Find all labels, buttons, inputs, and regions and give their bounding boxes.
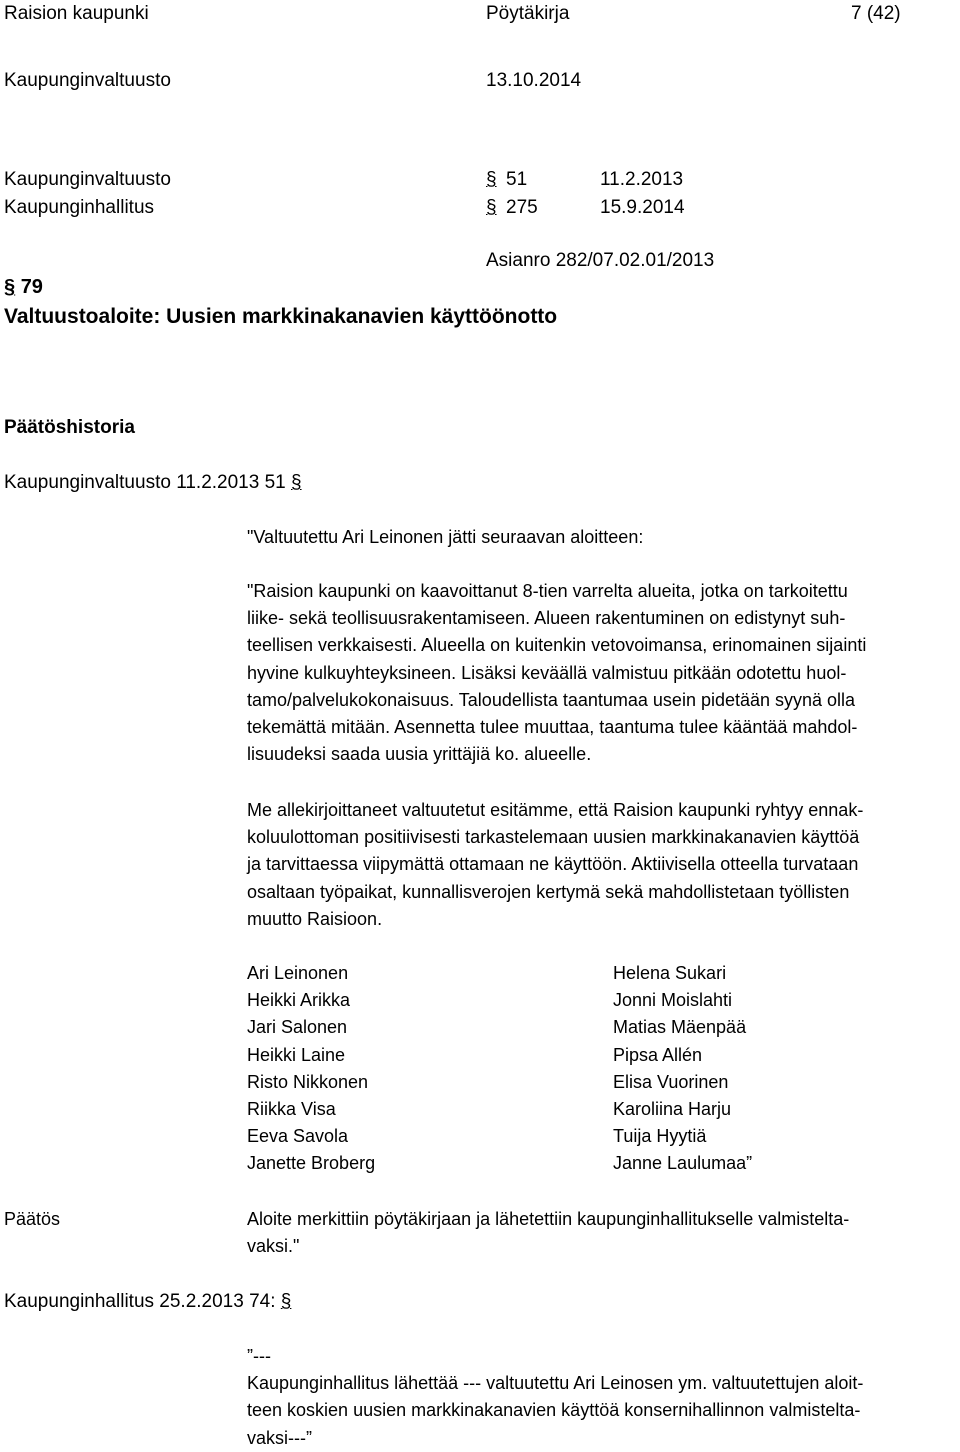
paragraph-line: ja tarvittaessa viipymättä ottamaan ne käyttöön. Aktiivisella otteella turvataan bbox=[247, 854, 859, 875]
paragraph-line: Kaupunginhallitus lähettää --- valtuutettu Ari Leinosen ym. valtuutettujen aloit- bbox=[247, 1373, 864, 1394]
signers-right bbox=[613, 960, 752, 1178]
history-date: 11.2.2013 bbox=[600, 169, 684, 190]
paragraph-line: Me allekirjoittaneet valtuutetut esitämme, että Raision kaupunki ryhtyy ennak- bbox=[247, 800, 864, 820]
paragraph-line: tamo/palvelukokonaisuus. Taloudellista taantumaa usein pidetään syynä olla bbox=[247, 689, 856, 710]
signer-name: Ari Leinonen bbox=[247, 963, 349, 983]
entry2-text bbox=[247, 1343, 955, 1452]
decision-text bbox=[247, 1206, 955, 1260]
paragraph-line: ”--- bbox=[247, 1346, 271, 1366]
signer-name: Heikki Arikka bbox=[247, 990, 351, 1011]
signer-name: Riikka Visa bbox=[247, 1099, 336, 1120]
history-body: Kaupunginvaltuusto bbox=[4, 169, 171, 190]
decision-label: Päätös bbox=[4, 1209, 61, 1229]
paragraph-line: koluulottoman positiivisesti tarkastelemaan uusien markkinakanavien käyttöä bbox=[247, 827, 860, 848]
signer-name: Pipsa Allén bbox=[613, 1044, 703, 1065]
section-sign-icon: § bbox=[4, 276, 16, 298]
signer-name: Janne Laulumaa” bbox=[613, 1153, 753, 1174]
initiative-quote bbox=[247, 578, 955, 768]
signer-name: Jari Salonen bbox=[247, 1017, 348, 1038]
paragraph-line: osaltaan työpaikat, kunnallisverojen kertymä sekä mahdollistetaan työllisten bbox=[247, 881, 850, 902]
item-number-value: 79 bbox=[20, 276, 43, 298]
signer-name: Heikki Laine bbox=[247, 1044, 346, 1065]
paragraph-line: muutto Raisioon. bbox=[247, 908, 383, 929]
case-number: Asianro 282/07.02.01/2013 bbox=[486, 250, 715, 271]
initiative-intro: "Valtuutettu Ari Leinonen jätti seuraavan aloitteen: bbox=[247, 527, 644, 547]
doc-type: Pöytäkirja bbox=[486, 3, 570, 24]
section-sign-icon: § bbox=[280, 1291, 292, 1312]
signer-name: Eeva Savola bbox=[247, 1126, 349, 1147]
history-date: 15.9.2014 bbox=[600, 197, 685, 218]
signer-name: Elisa Vuorinen bbox=[613, 1071, 729, 1092]
meeting-date: 13.10.2014 bbox=[486, 70, 582, 91]
paragraph-line: lisuudeksi saada uusia yrittäjiä ko. alueelle. bbox=[247, 744, 592, 765]
signer-name: Risto Nikkonen bbox=[247, 1071, 369, 1092]
paragraph-line: teen koskien uusien markkinakanavien käyttöä konsernihallinnon valmistelta- bbox=[247, 1400, 861, 1421]
signer-name: Karoliina Harju bbox=[613, 1099, 732, 1120]
paragraph-line: tekemättä mitään. Asennetta tulee muuttaa, taantuma tulee kääntää mahdol- bbox=[247, 717, 858, 738]
signers-left bbox=[247, 960, 375, 1178]
paragraph-line: liike- sekä teollisuusrakentamiseen. Alueen rakentuminen on edistynyt suh- bbox=[247, 608, 846, 629]
paragraph-line: Aloite merkittiin pöytäkirjaan ja lähetettiin kaupunginhallitukselle valmistelta- bbox=[247, 1209, 850, 1229]
section-heading-paatoshistoria: Päätöshistoria bbox=[4, 417, 135, 438]
section-sign-icon: § bbox=[486, 197, 497, 218]
entry-heading bbox=[4, 469, 302, 496]
signer-name: Janette Broberg bbox=[247, 1153, 376, 1174]
entry-heading-text: Kaupunginhallitus 25.2.2013 74: bbox=[4, 1291, 276, 1312]
section-sign-icon: § bbox=[291, 472, 302, 493]
paragraph-line: teellisen verkkaisesti. Alueella on kuitenkin vetovoimansa, erinomainen sijainti bbox=[247, 635, 867, 656]
page-number: 7 (42) bbox=[851, 3, 901, 24]
signer-name: Jonni Moislahti bbox=[613, 990, 733, 1011]
paragraph-line: vaksi---” bbox=[247, 1427, 312, 1448]
meeting-body: Kaupunginvaltuusto bbox=[4, 70, 171, 91]
signer-name: Tuija Hyytiä bbox=[613, 1126, 707, 1147]
history-body: Kaupunginhallitus bbox=[4, 197, 155, 218]
item-number bbox=[4, 274, 43, 301]
item-title: Valtuustoaloite: Uusien markkinakanavien käyttöönotto bbox=[4, 305, 558, 328]
history-number: 275 bbox=[506, 197, 538, 218]
initiative-proposal bbox=[247, 797, 955, 933]
org-name: Raision kaupunki bbox=[4, 3, 149, 24]
paragraph-line: hyvine kulkuyhteyksineen. Lisäksi keväällä valmistuu pitkään odotettu huol- bbox=[247, 662, 847, 683]
signer-name: Matias Mäenpää bbox=[613, 1017, 747, 1038]
entry-heading bbox=[4, 1288, 291, 1315]
signer-name: Helena Sukari bbox=[613, 963, 727, 983]
paragraph-line: vaksi." bbox=[247, 1236, 300, 1257]
paragraph-line: "Raision kaupunki on kaavoittanut 8-tien varrelta alueita, jotka on tarkoitettu bbox=[247, 581, 848, 601]
section-sign-icon: § bbox=[486, 169, 497, 190]
entry-heading-text: Kaupunginvaltuusto 11.2.2013 51 bbox=[4, 472, 286, 493]
history-number: 51 bbox=[506, 169, 528, 190]
